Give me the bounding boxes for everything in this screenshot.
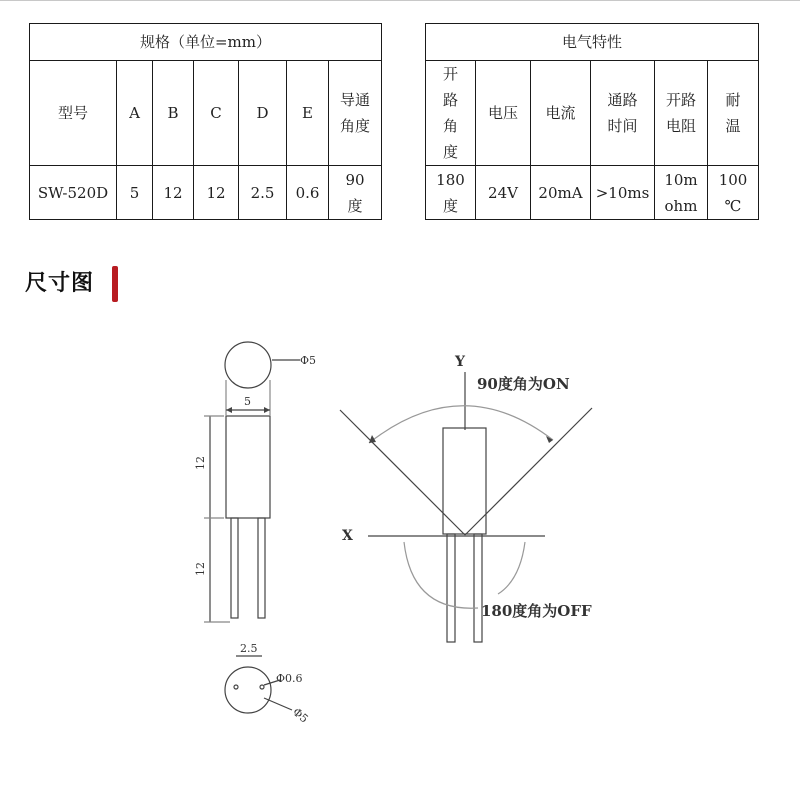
elec-header-current: 电流: [531, 61, 591, 166]
spec-cell-d: 2.5: [239, 166, 287, 220]
tilt-lead-right: [474, 534, 482, 642]
section-accent-bar: [112, 266, 118, 302]
spec-header-e: E: [287, 61, 329, 166]
pin-hole-right: [260, 685, 264, 689]
lead-length-label: 12: [194, 562, 207, 576]
pin-dia-label: Φ0.6: [276, 672, 303, 685]
elec-cell-open-resistance: 10m ohm: [655, 166, 708, 220]
spec-cell-c: 12: [194, 166, 239, 220]
spec-header-a: A: [117, 61, 153, 166]
electrical-table-title: 电气特性: [426, 24, 759, 61]
lead-right: [258, 518, 265, 618]
off-arc-right: [498, 542, 525, 594]
pin-hole-left: [234, 685, 238, 689]
elec-header-open-angle: 开 路 角 度: [426, 61, 476, 166]
spec-cell-e: 0.6: [287, 166, 329, 220]
width-label: 5: [244, 395, 251, 408]
x-axis-label: X: [342, 528, 353, 544]
y-axis-label: Y: [455, 354, 465, 370]
elec-header-temperature: 耐 温: [708, 61, 759, 166]
body-length-label: 12: [194, 456, 207, 470]
tilt-switch-body: [443, 428, 486, 534]
lead-left: [231, 518, 238, 618]
elec-cell-temperature: 100 ℃: [708, 166, 759, 220]
top-dia-label: Φ5: [300, 354, 317, 367]
electrical-table: [425, 23, 759, 220]
elec-cell-current: 20mA: [531, 166, 591, 220]
top-divider: [0, 0, 800, 1]
base-dia-label: Φ5: [290, 705, 311, 726]
spec-cell-angle: 90 度: [329, 166, 382, 220]
on-label: 90度角为ON: [477, 375, 570, 393]
elec-cell-open-angle: 180 度: [426, 166, 476, 220]
bottom-view-circle: [225, 667, 271, 713]
dimension-drawing: [0, 330, 800, 730]
spec-header-angle: 导通 角度: [329, 61, 382, 166]
spec-cell-b: 12: [153, 166, 194, 220]
v-arm-left: [340, 410, 465, 535]
top-view-circle: [225, 342, 271, 388]
spec-header-d: D: [239, 61, 287, 166]
switch-body: [226, 416, 270, 518]
elec-header-on-time: 通路 时间: [591, 61, 655, 166]
off-arc-left: [404, 542, 478, 608]
arrow-w-right: [264, 407, 270, 413]
arrow-w-left: [226, 407, 232, 413]
pin-spacing-label: 2.5: [240, 642, 258, 655]
on-arc: [369, 406, 553, 443]
elec-cell-voltage: 24V: [476, 166, 531, 220]
base-dia-leader: [264, 698, 292, 710]
spec-table-title: 规格（单位=mm）: [30, 24, 382, 61]
section-title: 尺寸图: [25, 271, 95, 296]
spec-cell-a: 5: [117, 166, 153, 220]
elec-header-voltage: 电压: [476, 61, 531, 166]
v-arm-right: [465, 408, 592, 535]
tilt-lead-left: [447, 534, 455, 642]
spec-cell-model: SW-520D: [30, 166, 117, 220]
spec-header-b: B: [153, 61, 194, 166]
elec-cell-on-time: >10ms: [591, 166, 655, 220]
elec-header-open-resistance: 开路 电阻: [655, 61, 708, 166]
spec-header-model: 型号: [30, 61, 117, 166]
off-label: 180度角为OFF: [481, 602, 592, 620]
spec-header-c: C: [194, 61, 239, 166]
spec-table: [29, 23, 382, 220]
